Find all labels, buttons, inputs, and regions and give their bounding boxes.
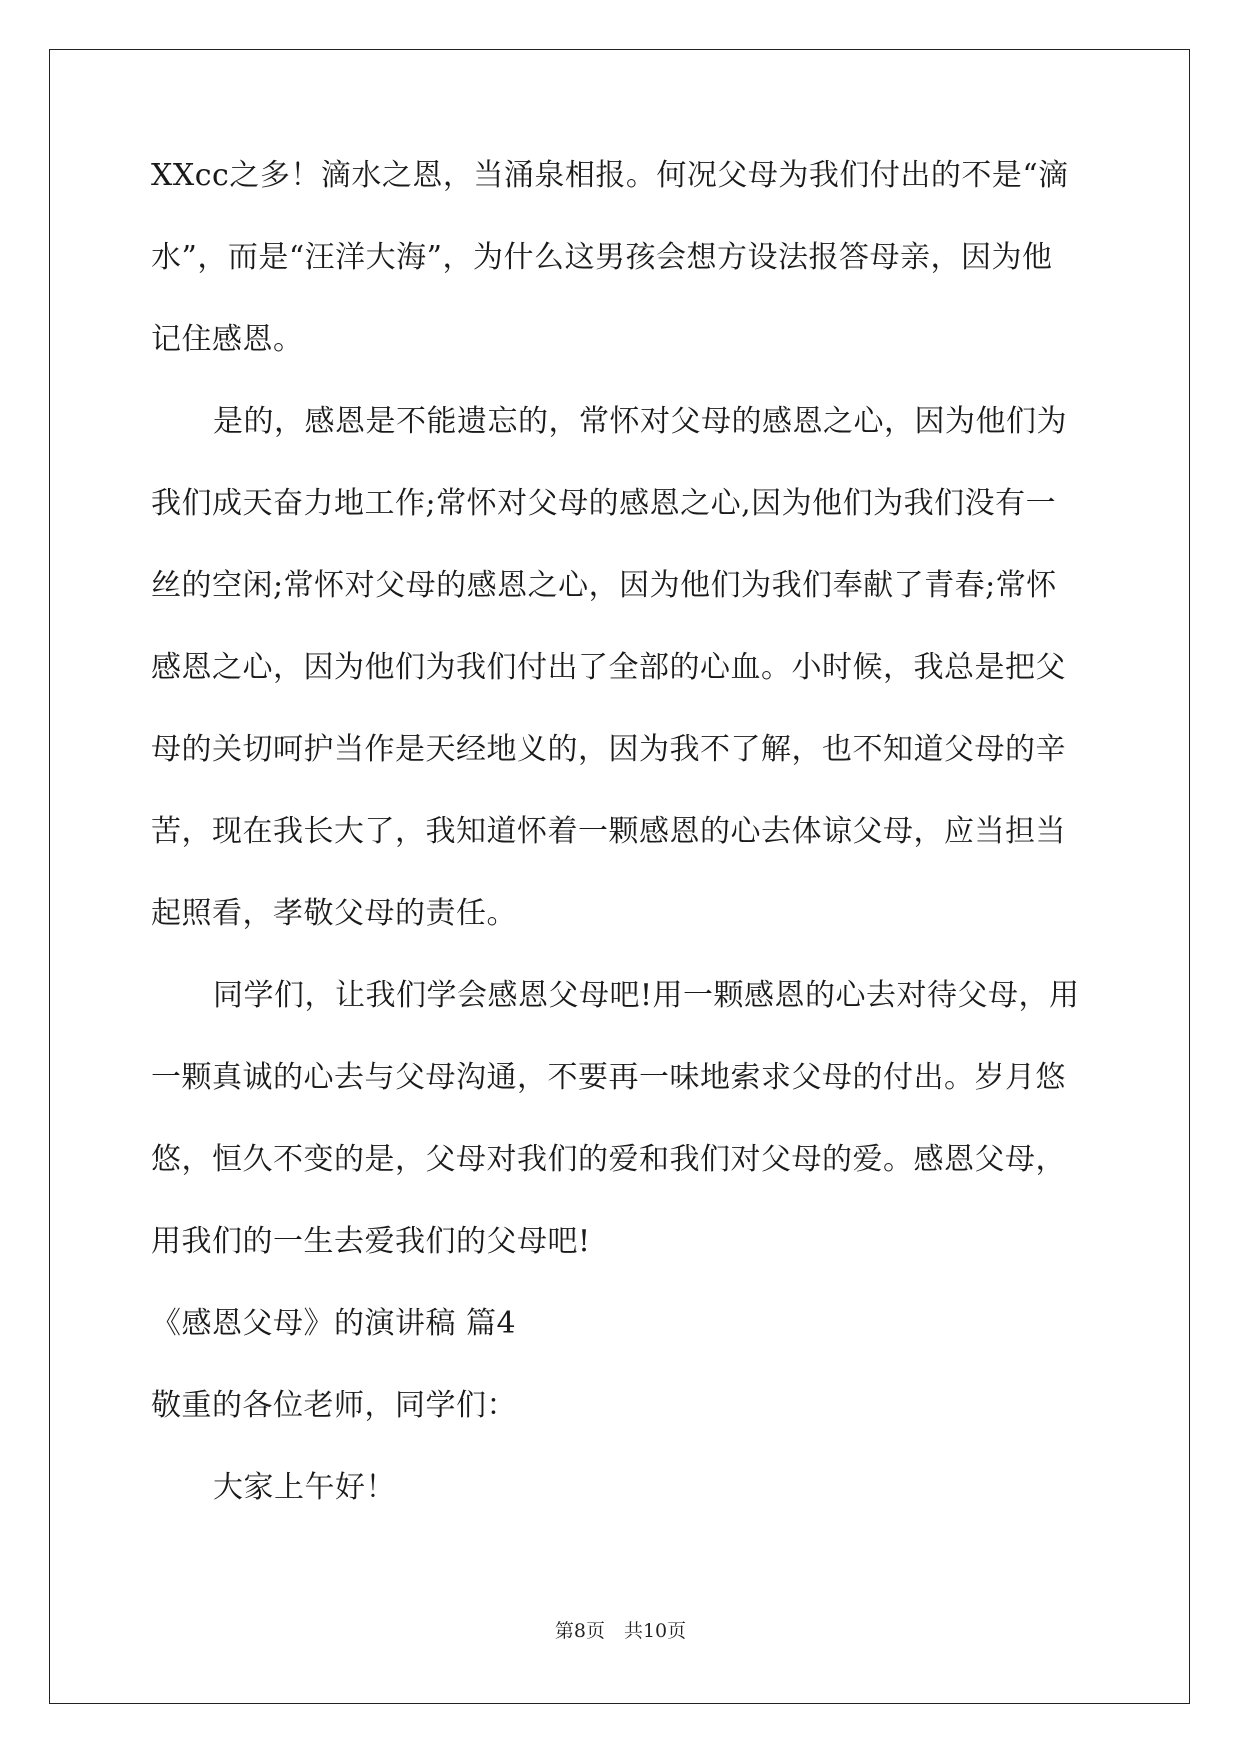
page-footer: 第8页 共10页 — [554, 1620, 687, 1642]
page-border — [49, 49, 1190, 1704]
salutation: 敬重的各位老师，同学们： — [151, 1388, 517, 1423]
text-line: 悠，恒久不变的是，父母对我们的爱和我们对父母的爱。感恩父母， — [151, 1142, 1066, 1177]
text-line: 感恩之心，因为他们为我们付出了全部的心血。小时候，我总是把父 — [151, 650, 1066, 685]
text-line: 用我们的一生去爱我们的父母吧! — [151, 1224, 591, 1259]
section-heading: 《感恩父母》的演讲稿 篇4 — [151, 1306, 517, 1341]
text-line: 我们成天奋力地工作;常怀对父母的感恩之心,因为他们为我们没有一 — [151, 486, 1057, 521]
text-line: 起照看，孝敬父母的责任。 — [151, 896, 517, 931]
text-line: XXcc之多！滴水之恩，当涌泉相报。何况父母为我们付出的不是“滴 — [151, 158, 1069, 193]
text-line: 水”，而是“汪洋大海”，为什么这男孩会想方设法报答母亲，因为他 — [151, 240, 1053, 275]
text-line: 母的关切呵护当作是天经地义的，因为我不了解，也不知道父母的辛 — [151, 732, 1066, 767]
paragraph-start-line: 是的，感恩是不能遗忘的，常怀对父母的感恩之心，因为他们为 — [213, 404, 1067, 439]
text-line: 丝的空闲;常怀对父母的感恩之心，因为他们为我们奉献了青春;常怀 — [151, 568, 1057, 603]
text-line: 一颗真诚的心去与父母沟通，不要再一味地索求父母的付出。岁月悠 — [151, 1060, 1066, 1095]
text-line: 苦，现在我长大了，我知道怀着一颗感恩的心去体谅父母，应当担当 — [151, 814, 1066, 849]
text-line: 记住感恩。 — [151, 322, 304, 357]
greeting: 大家上午好！ — [213, 1470, 396, 1505]
paragraph-start-line: 同学们，让我们学会感恩父母吧!用一颗感恩的心去对待父母，用 — [213, 978, 1080, 1013]
